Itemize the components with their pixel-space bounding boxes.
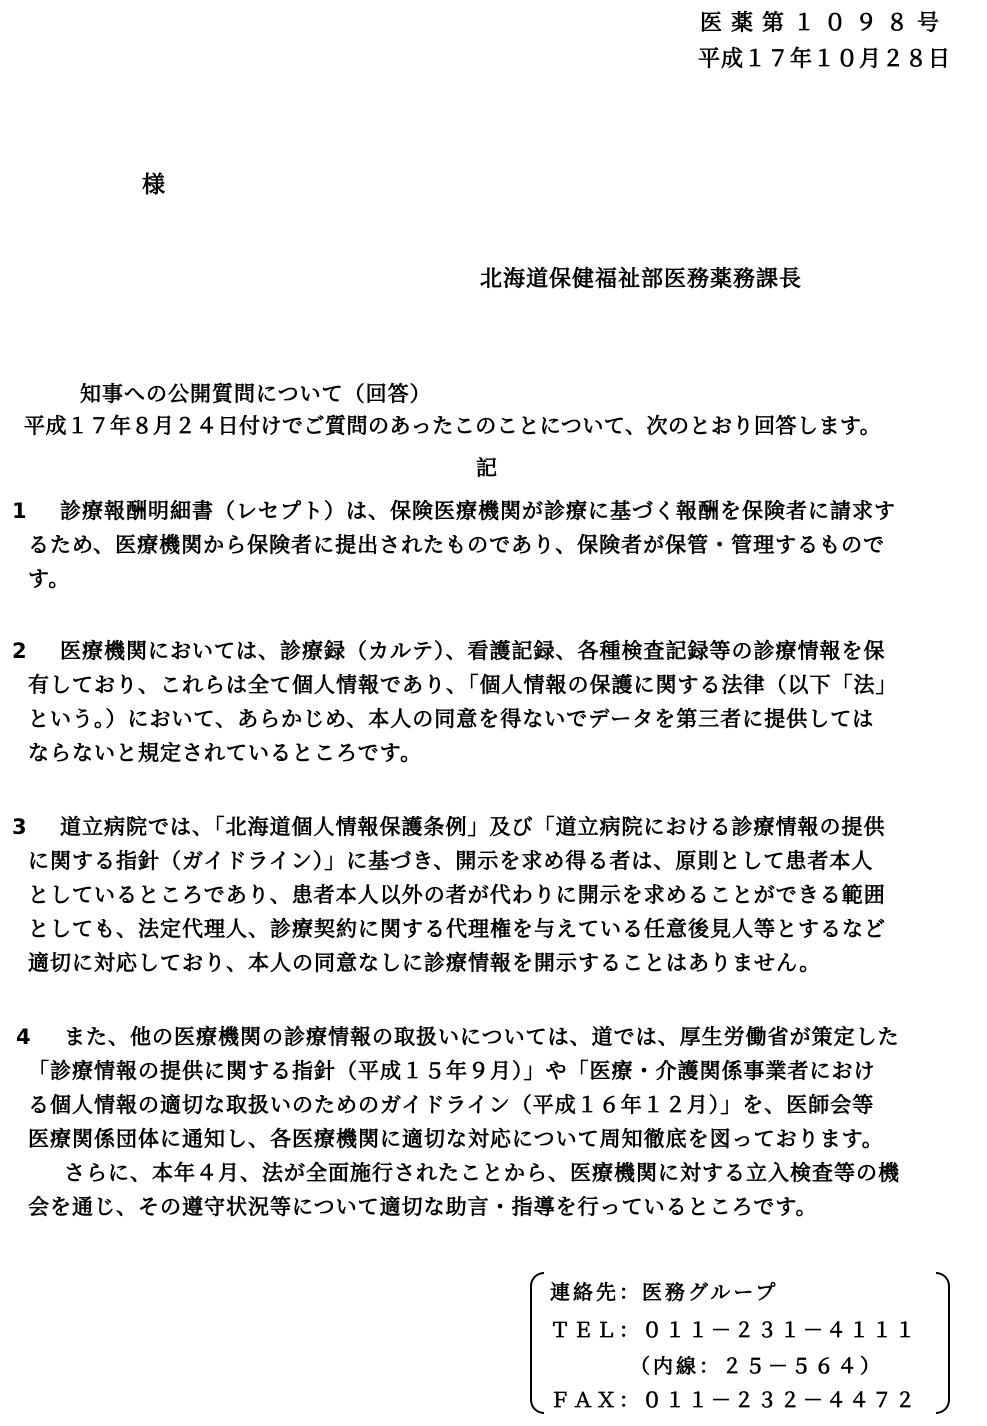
bracket-left <box>530 1272 544 1414</box>
paragraph-2-line: という。）において、あらかじめ、本人の同意を得ないでデータを第三者に提供しては <box>28 707 875 731</box>
paragraph-4-number: 4 <box>16 1025 31 1049</box>
paragraph-2-line: ならないと規定されているところです。 <box>28 741 423 765</box>
paragraph-1-line: るため、医療機関から保険者に提出されたものであり、保険者が保管・管理するもので <box>28 533 886 557</box>
ki-heading: 記 <box>476 456 497 480</box>
paragraph-4 <box>64 1020 900 1054</box>
paragraph-4-line: さらに、本年４月、法が全面施行されたことから、医療機関に対する立入検査等の機 <box>64 1161 900 1185</box>
paragraph-4-sub <box>64 1156 900 1190</box>
paragraph-2 <box>60 634 886 668</box>
intro-sentence: 平成１７年８月２４日付けでご質問のあったこのことについて、次のとおり回答します。 <box>24 414 882 438</box>
bracket-right <box>936 1272 950 1414</box>
paragraph-2-number: 2 <box>12 639 27 663</box>
contact-label: 連絡先：医務グループ <box>550 1280 779 1304</box>
paragraph-3-line: に関する指針（ガイドライン）」に基づき、開示を求め得る者は、原則として患者本人 <box>28 849 874 873</box>
paragraph-1-line: 診療報酬明細書（レセプト）は、保険医療機関が診療に基づく報酬を保険者に請求す <box>60 499 896 523</box>
paragraph-1 <box>60 494 896 528</box>
paragraph-4-cont <box>28 1054 884 1156</box>
paragraph-3-cont <box>28 844 886 980</box>
addressee-honorific: 様 <box>142 172 165 198</box>
paragraph-3 <box>60 810 886 844</box>
contact-fax: ＦＡＸ：０１１－２３２－４４７２ <box>550 1388 918 1412</box>
contact-tel: ＴＥＬ：０１１－２３１－４１１１ <box>550 1318 918 1342</box>
paragraph-4-line: る個人情報の適切な取扱いのためのガイドライン（平成１６年１２月）」を、医師会等 <box>28 1093 875 1117</box>
paragraph-4-line: また、他の医療機関の診療情報の取扱いについては、道では、厚生労働省が策定した <box>64 1025 900 1049</box>
paragraph-1-number: 1 <box>12 499 27 523</box>
paragraph-4-line: 会を通じ、その遵守状況等について適切な助言・指導を行っているところです。 <box>28 1195 818 1219</box>
subject-line: 知事への公開質問について（回答） <box>80 382 432 406</box>
paragraph-3-line: としているところであり、患者本人以外の者が代わりに開示を求めることができる範囲 <box>28 883 886 907</box>
paragraph-3-line: 適切に対応しており、本人の同意なしに診療情報を開示することはありません。 <box>28 951 822 975</box>
contact-extension: （内線：２５－５６４） <box>630 1354 883 1378</box>
sender-title: 北海道保健福祉部医務薬務課長 <box>480 267 803 292</box>
paragraph-3-line: 道立病院では、「北海道個人情報保護条例」及び「道立病院における診療情報の提供 <box>60 815 886 839</box>
paragraph-4-sub-cont <box>28 1190 818 1224</box>
paragraph-1-line: す。 <box>28 567 71 591</box>
paragraph-1-cont <box>28 528 885 596</box>
paragraph-3-line: としても、法定代理人、診療契約に関する代理権を与えている任意後見人等とするなど <box>28 917 886 941</box>
document-date: 平成１７年１０月２８日 <box>698 47 952 72</box>
paragraph-4-line: 「診療情報の提供に関する指針（平成１５年９月）」や「医療・介護関係事業者におけ <box>28 1059 876 1083</box>
paragraph-2-line: 有しており、これらは全て個人情報であり、「個人情報の保護に関する法律（以下「法」 <box>28 673 898 697</box>
paragraph-3-number: 3 <box>12 815 27 839</box>
document-number: 医薬第１０９８号 <box>700 11 949 36</box>
contact-box <box>530 1268 950 1418</box>
paragraph-4-line: 医療関係団体に通知し、各医療機関に適切な対応について周知徹底を図っております。 <box>28 1127 884 1151</box>
paragraph-2-cont <box>28 668 898 770</box>
paragraph-2-line: 医療機関においては、診療録（カルテ）、看護記録、各種検査記録等の診療情報を保 <box>60 639 886 663</box>
